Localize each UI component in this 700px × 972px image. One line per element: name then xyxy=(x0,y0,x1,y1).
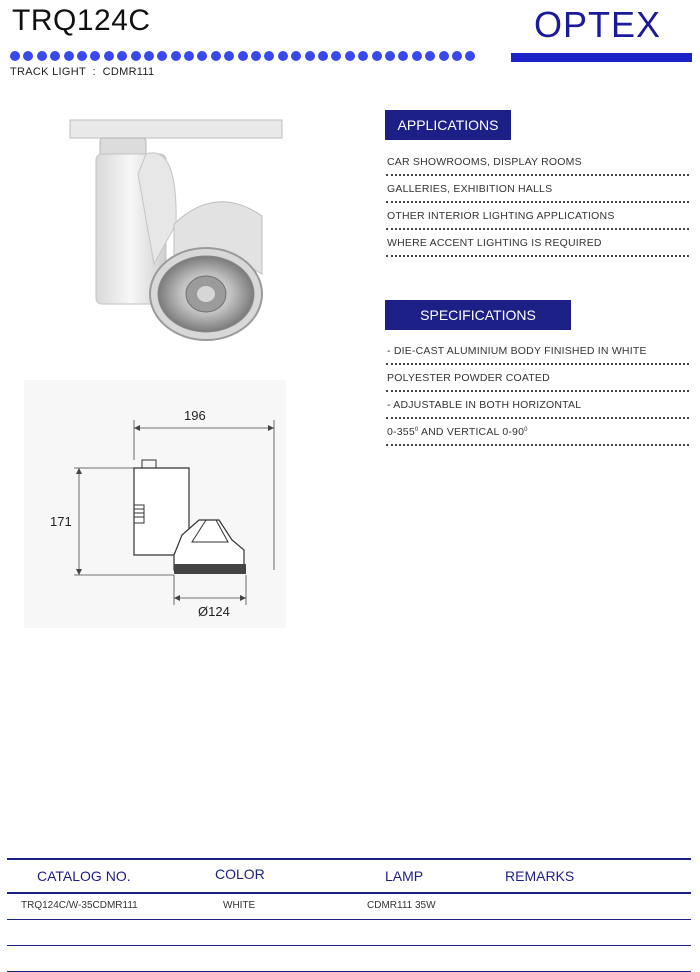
divider-dot xyxy=(372,51,382,61)
divider-dot xyxy=(358,51,368,61)
header-color: COLOR xyxy=(215,866,265,882)
application-item: WHERE ACCENT LIGHTING IS REQUIRED xyxy=(386,230,689,257)
divider-dot xyxy=(452,51,462,61)
divider-dot xyxy=(238,51,248,61)
divider-dot xyxy=(23,51,33,61)
divider-dot xyxy=(224,51,234,61)
table-row xyxy=(7,920,691,946)
specification-item: - ADJUSTABLE IN BOTH HORIZONTAL xyxy=(386,392,689,419)
divider-dot xyxy=(331,51,341,61)
divider-dot xyxy=(90,51,100,61)
divider-dot xyxy=(412,51,422,61)
brand-underline-bar xyxy=(511,53,692,62)
divider-dot xyxy=(197,51,207,61)
divider-dot xyxy=(278,51,288,61)
angle-vertical: AND VERTICAL 0-90 xyxy=(418,425,525,438)
divider-dot xyxy=(50,51,60,61)
divider-dot xyxy=(264,51,274,61)
cell-color: WHITE xyxy=(223,900,256,911)
header-lamp: LAMP xyxy=(385,868,424,884)
divider-dot xyxy=(251,51,261,61)
cell-catalog-no: TRQ124C/W-35CDMR111 xyxy=(21,900,138,911)
divider-dot xyxy=(157,51,167,61)
divider-dot xyxy=(318,51,328,61)
application-item: CAR SHOWROOMS, DISPLAY ROOMS xyxy=(386,149,689,176)
divider-dot xyxy=(117,51,127,61)
divider-dot xyxy=(211,51,221,61)
header-remarks: REMARKS xyxy=(505,868,575,884)
divider-dot xyxy=(305,51,315,61)
divider-dot xyxy=(345,51,355,61)
specifications-list xyxy=(386,338,689,446)
divider-dot xyxy=(385,51,395,61)
divider-dot xyxy=(77,51,87,61)
dim-width-label: 196 xyxy=(184,408,206,423)
divider-dot xyxy=(144,51,154,61)
dimension-drawing xyxy=(24,380,286,628)
divider-dot xyxy=(184,51,194,61)
divider-dot xyxy=(37,51,47,61)
applications-heading: APPLICATIONS xyxy=(385,110,511,140)
divider-dot xyxy=(64,51,74,61)
specification-item-angles xyxy=(386,419,689,446)
specification-item: - DIE-CAST ALUMINIUM BODY FINISHED IN WHITE xyxy=(386,338,689,365)
table-header xyxy=(7,858,691,894)
divider-dot xyxy=(291,51,301,61)
degree-mark: 0 xyxy=(524,426,528,433)
application-item: OTHER INTERIOR LIGHTING APPLICATIONS xyxy=(386,203,689,230)
table-row xyxy=(7,946,691,972)
product-photo xyxy=(66,114,286,346)
divider-dot xyxy=(131,51,141,61)
applications-list xyxy=(386,149,689,257)
table-row xyxy=(7,894,691,920)
specification-item: POLYESTER POWDER COATED xyxy=(386,365,689,392)
model-number: TRQ124C xyxy=(12,4,151,37)
divider-dot xyxy=(10,51,20,61)
header-catalog-no: CATALOG NO. xyxy=(37,868,131,884)
dim-diameter-label: Ø124 xyxy=(198,604,230,619)
divider-dot xyxy=(398,51,408,61)
divider-dot xyxy=(104,51,114,61)
brand-logo: OPTEX xyxy=(534,4,662,45)
divider-dot xyxy=(425,51,435,61)
catalog-table xyxy=(7,858,691,972)
degree-mark: 0 xyxy=(414,426,419,433)
divider-dot xyxy=(171,51,181,61)
application-item: GALLERIES, EXHIBITION HALLS xyxy=(386,176,689,203)
product-subtitle: TRACK LIGHT : CDMR111 xyxy=(10,66,155,78)
specifications-heading: SPECIFICATIONS xyxy=(385,300,571,330)
cell-lamp: CDMR111 35W xyxy=(367,900,436,911)
dim-height-label: 171 xyxy=(50,514,72,529)
angle-horizontal: 0-355 xyxy=(387,425,415,438)
divider-dot xyxy=(439,51,449,61)
dot-divider xyxy=(10,51,480,63)
divider-dot xyxy=(465,51,475,61)
